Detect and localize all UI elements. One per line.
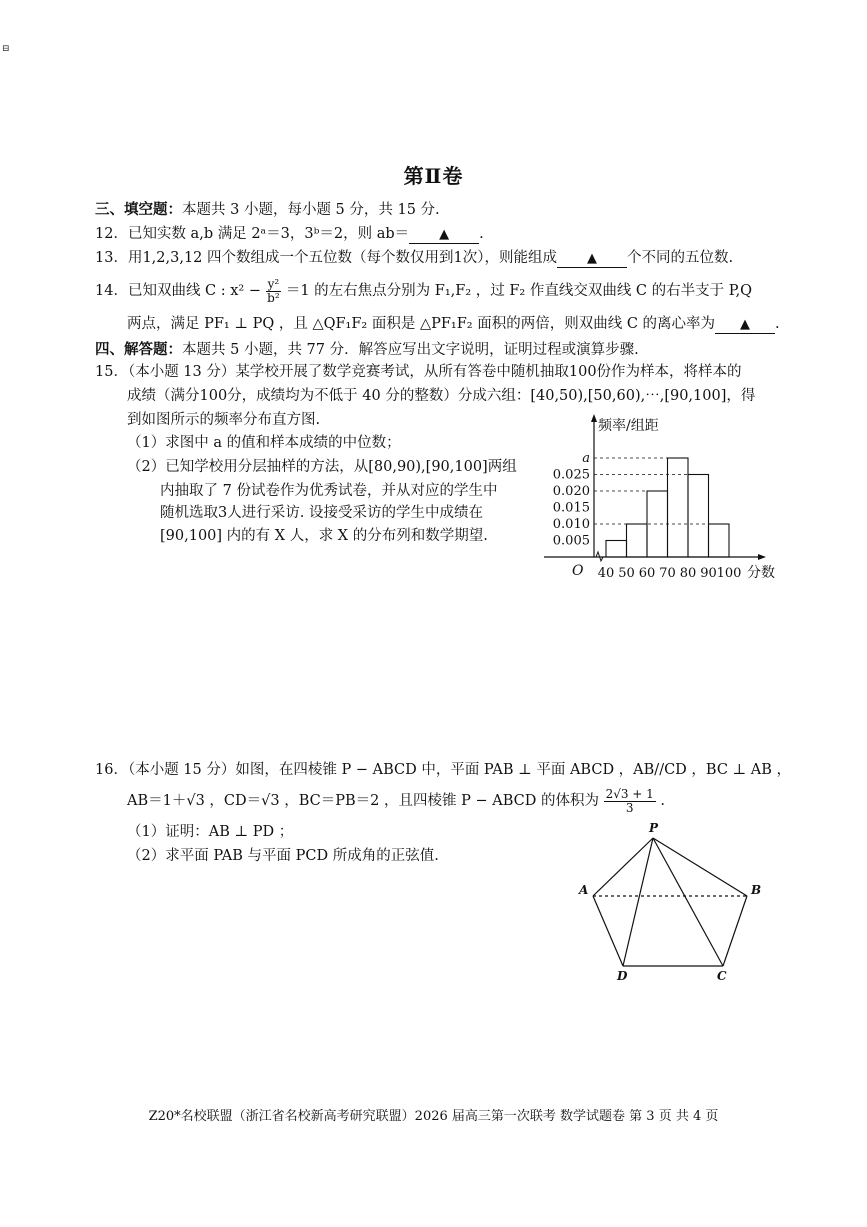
histogram-bar [668, 458, 689, 557]
x-tick-label: 50 [618, 566, 635, 581]
part4-header [95, 340, 639, 360]
q13-answer-blank[interactable]: ▲ [557, 251, 627, 268]
x-tick-label: 70 [659, 566, 676, 581]
origin-label: O [572, 563, 584, 579]
part3-header [95, 200, 440, 220]
q15-part2-d: [90,100] 内的有 X 人，求 X 的分布列和数学期望. [160, 528, 488, 544]
q14-end: . [775, 316, 780, 332]
edge-CB [723, 896, 747, 966]
q15-part2-a: （2）已知学校用分层抽样的方法，从[80,90),[90,100]两组 [127, 459, 517, 475]
q14-frac-num: y² [267, 276, 280, 291]
q16-frac-num: 2√3 + 1 [605, 786, 654, 801]
x-tick-label: 90 [700, 566, 717, 581]
q15-part2-c: 随机选取3人进行采访. 设接受采访的学生中成绩在 [160, 505, 483, 521]
q14-frac-den: b² [267, 290, 280, 305]
histogram-bar [688, 475, 709, 558]
y-tick-label: 0.020 [552, 484, 590, 499]
q14-text-a: 14．已知双曲线 C : x² − [95, 283, 262, 299]
x-tick-label: 60 [638, 566, 656, 581]
label-D: D [617, 969, 628, 983]
label-P: P [649, 821, 659, 835]
label-C: C [717, 969, 727, 983]
q16-fraction [604, 788, 656, 815]
q16-line1: 16．（本小题 15 分）如图，在四棱锥 P − ABCD 中，平面 PAB ⊥ 平面 ABCD ，AB//CD ，BC ⊥ AB ， [95, 762, 792, 778]
q15-line2: 成绩（满分100分，成绩均为不低于 40 分的整数）分成六组：[40,50),[50,60),⋯,[90,100]，得 [127, 388, 756, 404]
part3-label: 三、填空题： [95, 201, 182, 218]
histogram-bar [606, 541, 627, 558]
q15-part1: （1）求图中 a 的值和样本成绩的中位数； [127, 435, 401, 451]
y-tick-label: 0.005 [552, 533, 590, 549]
q16-part2: （2）求平面 PAB 与平面 PCD 所成角的正弦值. [127, 848, 439, 864]
page-footer: Z20*名校联盟（浙江省名校新高考研究联盟）2026 届高三第一次联考 数学试题卷 第 3 页 共 4 页 [148, 1109, 719, 1124]
edge-PB [653, 838, 747, 896]
y-axis-label: 频率/组距 [598, 418, 659, 434]
q15-part2-b: 内抽取了 7 份试卷作为优秀试卷，并从对应的学生中 [160, 483, 498, 499]
histogram-bar [709, 524, 730, 557]
q12-text: 12．已知实数 a,b 满足 2ᵃ＝3，3ᵇ＝2，则 ab＝ [95, 226, 410, 242]
frequency-histogram [538, 412, 788, 590]
corner-mark: ⊟ [2, 44, 10, 54]
section-title: 第Ⅱ卷 [403, 164, 464, 188]
question-14-line1 [95, 276, 752, 306]
x-axis-arrow [758, 554, 766, 560]
label-B: B [751, 883, 762, 897]
y-tick-label: 0.015 [552, 500, 590, 516]
edge-PD [623, 838, 653, 966]
q16-text-a: AB＝1＋√3 ，CD＝√3 ，BC＝PB＝2 ，且四棱锥 P − ABCD 的体积为 [127, 793, 599, 809]
edge-PC [653, 838, 723, 966]
q15-line1: 15．（本小题 13 分）某学校开展了数学竞赛考试，从所有答卷中随机抽取100份作为样本，将样本的 [95, 364, 742, 380]
y-tick-label: a [582, 451, 590, 466]
x-tick-label: 40 [597, 566, 615, 581]
edge-PA [593, 838, 653, 896]
histogram-bar [627, 524, 648, 557]
q14-text-b: ＝1 的左右焦点分别为 F₁,F₂ ，过 F₂ 作直线交双曲线 C 的右半支于 P,Q [285, 283, 753, 299]
y-tick-label: 0.025 [552, 467, 590, 483]
q14-text-c: 两点，满足 PF₁ ⊥ PQ ，且 △QF₁F₂ 面积是 △PF₁F₂ 面积的两倍，则双曲线 C 的离心率为 [127, 316, 716, 332]
part3-text: 本题共 3 小题，每小题 5 分，共 15 分. [182, 202, 440, 218]
q12-end: . [479, 226, 484, 242]
x-axis-label: 分数 [747, 565, 775, 581]
q13-end: 个不同的五位数. [627, 250, 734, 266]
q14-fraction [266, 278, 282, 305]
question-14-line2 [127, 314, 780, 334]
q13-text: 13．用1,2,3,12 四个数组成一个五位数（每个数仅用到1次），则能组成 [95, 250, 557, 266]
q16-part1: （1）证明：AB ⊥ PD ； [127, 824, 294, 840]
part4-text: 本题共 5 小题，共 77 分．解答应写出文字说明，证明过程或演算步骤. [182, 342, 639, 358]
q12-answer-blank[interactable]: ▲ [409, 227, 479, 244]
part4-label: 四、解答题： [95, 341, 182, 358]
question-13 [95, 248, 733, 268]
y-tick-label: 0.010 [552, 517, 590, 532]
x-tick-label: 100 [716, 566, 742, 581]
histogram-figure [538, 412, 788, 594]
q16-end: . [660, 793, 666, 809]
x-tick-label: 80 [679, 566, 697, 581]
y-axis-arrow [591, 414, 597, 422]
label-A: A [579, 883, 589, 897]
pyramid-diagram [575, 818, 775, 983]
q14-answer-blank[interactable]: ▲ [715, 317, 775, 334]
edge-AD [593, 896, 623, 966]
q16-frac-den: 3 [625, 800, 634, 815]
q16-line2 [127, 786, 665, 816]
q15-line3: 到如图所示的频率分布直方图. [127, 412, 321, 428]
question-12 [95, 224, 484, 244]
pyramid-figure [575, 818, 775, 987]
